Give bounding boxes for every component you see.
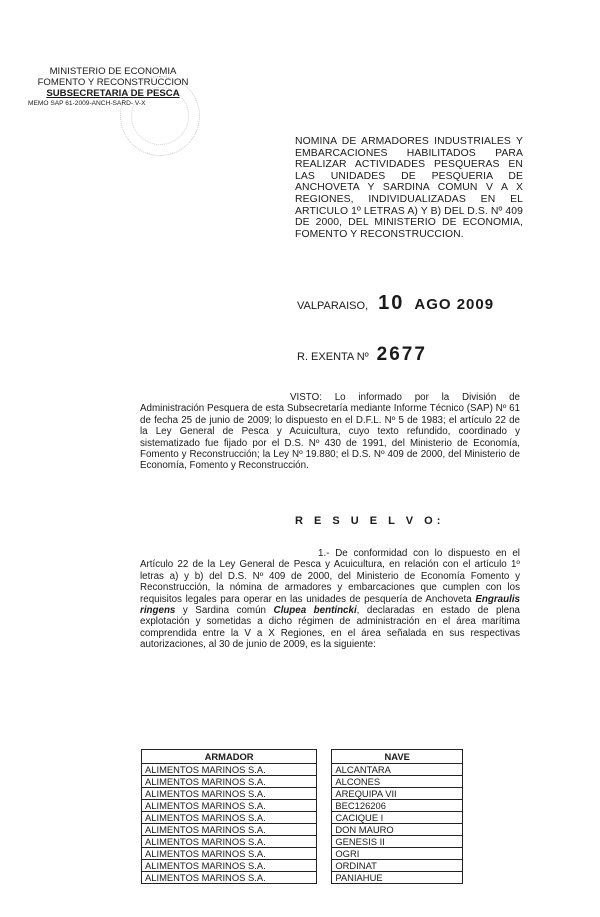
table-row <box>142 812 463 824</box>
nave-cell: CACIQUE I <box>332 812 463 824</box>
visto-text: Lo informado por la División de Administración Pesquera de esta Subsecretaría mediante Informe Técnico (SAP) Nº 61 de fecha 25 de junio de 2009; lo dispuesto en el D.F.L. Nº 5 de 1983; el artículo 22 de la Ley General de Pesca y Acuicultura, cuyo texto refundido, coordinado y sistematizado fue fijado por el D.S. Nº 430 de 1991, del Ministerio de Economía, Fomento y Reconstrucción; la Ley Nº 19.880; el D.S. Nº 409 de 2000, del Ministerio de Economía, Fomento y Reconstrucción. <box>140 392 520 472</box>
ministry-line-1: MINISTERIO DE ECONOMIA <box>49 66 177 77</box>
armador-cell: ALIMENTOS MARINOS S.A. <box>142 848 317 860</box>
column-header-nave: NAVE <box>332 750 463 764</box>
armador-cell: ALIMENTOS MARINOS S.A. <box>142 872 317 884</box>
letterhead <box>28 66 198 108</box>
armador-cell: ALIMENTOS MARINOS S.A. <box>142 776 317 788</box>
point-1-number: 1.- <box>318 548 330 559</box>
armador-cell: ALIMENTOS MARINOS S.A. <box>142 812 317 824</box>
table-row <box>142 788 463 800</box>
resolution-number-line <box>297 344 427 366</box>
armador-cell: ALIMENTOS MARINOS S.A. <box>142 764 317 776</box>
armador-cell: ALIMENTOS MARINOS S.A. <box>142 836 317 848</box>
point-1-text-a: De conformidad con lo dispuesto en el Artículo 22 de la Ley General de Pesca y Acuicultura, en relación con el artículo 1º letras a) y b) del D.S. Nº 409 de 2000, del Ministerio de Economía Fomento y Reconstrucción, la nómina de armadores y embarcaciones que cumplen con los requisitos legales para operar en las unidades de pesquería de Anchoveta <box>140 548 520 605</box>
species-2: Clupea bentincki <box>273 605 357 617</box>
date-line <box>297 292 494 315</box>
nave-cell: PANIAHUE <box>332 872 463 884</box>
table-header-row <box>142 750 463 764</box>
ministry-line-2: FOMENTO Y RECONSTRUCCION <box>37 77 189 88</box>
species-1: Engraulis ringens <box>140 593 520 617</box>
table-row <box>142 848 463 860</box>
nave-cell: BEC126206 <box>332 800 463 812</box>
armador-cell: ALIMENTOS MARINOS S.A. <box>142 824 317 836</box>
resolution-label: R. EXENTA Nº <box>297 351 369 363</box>
resuelvo-heading: R E S U E L V O: <box>295 515 445 527</box>
point-1-text-c: , declaradas en estado de plena explotación y sometidas a dicho régimen de administración en el área marítima comprendida entre la V a X Regiones, en el área señalada en sus respectivas autorizaciones, al 30 de junio de 2009, es la siguiente: <box>140 605 521 651</box>
nave-cell: ORDINAT <box>332 860 463 872</box>
nave-cell: OGRI <box>332 848 463 860</box>
table-row <box>142 836 463 848</box>
vessel-table <box>141 749 463 884</box>
table-row <box>142 776 463 788</box>
table-row <box>142 872 463 884</box>
memo-reference: MEMO SAP 61-2009-ANCH-SARD- V-X <box>28 100 146 107</box>
city-label: VALPARAISO, <box>297 300 369 312</box>
resolution-number: 2677 <box>376 344 427 365</box>
nave-cell: GENESIS II <box>332 836 463 848</box>
table-row <box>142 860 463 872</box>
point-1-paragraph <box>140 548 520 651</box>
date-day: 10 <box>378 292 405 314</box>
nave-cell: DON MAURO <box>332 824 463 836</box>
armador-cell: ALIMENTOS MARINOS S.A. <box>142 800 317 812</box>
date-month-year: AGO 2009 <box>414 296 495 313</box>
point-1-text-b: y Sardina común <box>182 605 266 617</box>
nave-cell: ALCANTARA <box>332 764 463 776</box>
armador-cell: ALIMENTOS MARINOS S.A. <box>142 860 317 872</box>
visto-lead: VISTO: <box>290 392 322 403</box>
table-row <box>142 824 463 836</box>
column-header-armador: ARMADOR <box>142 750 317 764</box>
table-row <box>142 800 463 812</box>
document-title: NOMINA DE ARMADORES INDUSTRIALES Y EMBARCACIONES HABILITADOS PARA REALIZAR ACTIVIDADES PESQUERAS EN LAS UNIDADES DE PESQUERIA DE ANCHOVETA Y SARDINA COMUN V A X REGIONES, INDIVIDUALIZADAS EN EL ARTICULO 1º LETRAS A) Y B) DEL D.S. Nº 409 DE 2000, DEL MINISTERIO DE ECONOMIA, FOMENTO Y RECONSTRUCCION. <box>295 136 523 240</box>
visto-paragraph <box>140 392 520 472</box>
table-row <box>142 764 463 776</box>
nave-cell: ALCONES <box>332 776 463 788</box>
subsecretaria-line: SUBSECRETARIA DE PESCA <box>46 88 180 99</box>
armador-cell: ALIMENTOS MARINOS S.A. <box>142 788 317 800</box>
nave-cell: AREQUIPA VII <box>332 788 463 800</box>
